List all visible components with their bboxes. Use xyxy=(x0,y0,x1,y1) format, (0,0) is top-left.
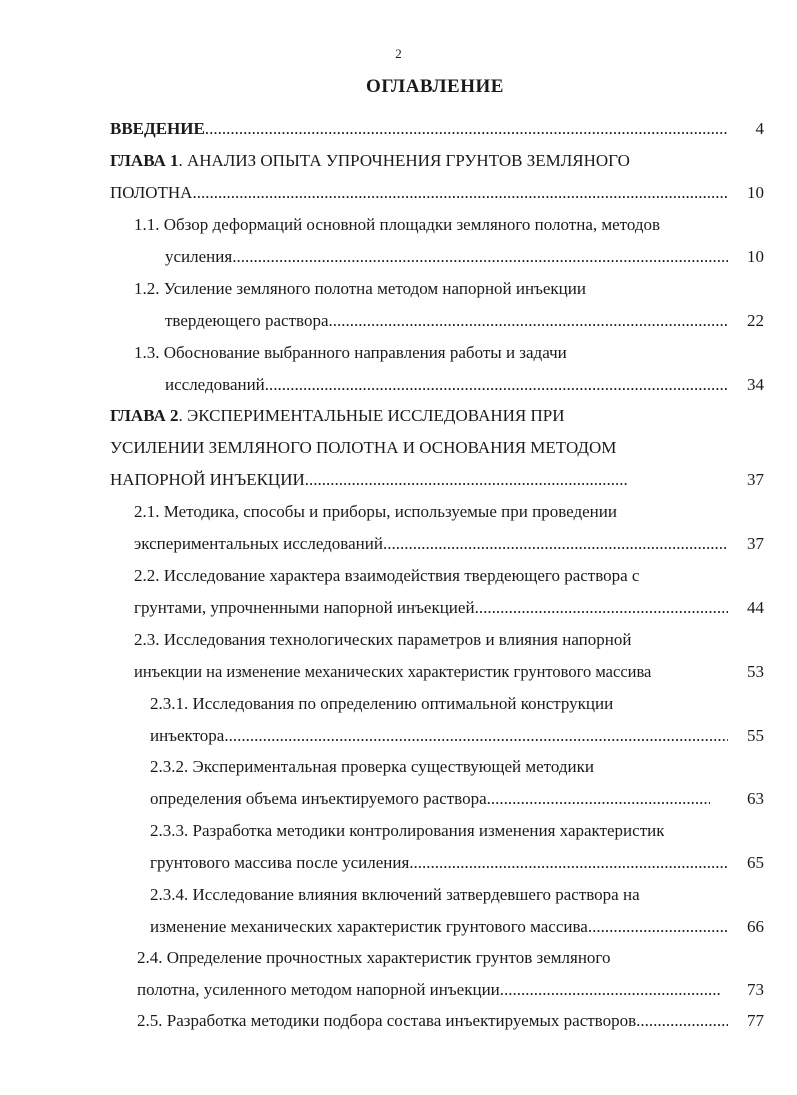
toc-page-number: 65 xyxy=(747,853,764,872)
toc-entry-label: усиления xyxy=(165,247,233,266)
toc-section-2-3-3-title[interactable]: 2.3.3. Разработка методики контролирования изменения характеристик xyxy=(150,821,665,840)
dot-leader xyxy=(265,373,728,397)
chapter-title-text: . ЭКСПЕРИМЕНТАЛЬНЫЕ ИССЛЕДОВАНИЯ ПРИ xyxy=(178,406,565,425)
toc-page-number: 53 xyxy=(747,662,764,681)
toc-entry-label: твердеющего раствора xyxy=(165,311,329,330)
toc-section-2-3-1-title[interactable]: 2.3.1. Исследования по определению оптимальной конструкции xyxy=(150,694,614,713)
toc-entry-section-2-2[interactable] xyxy=(134,596,728,620)
toc-entry-label: инъектора xyxy=(150,726,225,745)
toc-entry-section-2-3-4[interactable] xyxy=(150,915,728,939)
toc-entry-section-2-3-1[interactable] xyxy=(150,724,728,748)
toc-entry-section-2-3-3[interactable] xyxy=(150,851,728,875)
dot-leader xyxy=(588,915,728,939)
toc-entry-section-2-3-2[interactable] xyxy=(150,787,710,811)
toc-entry-label: исследований xyxy=(165,375,265,394)
toc-section-1-3-title[interactable]: 1.3. Обоснование выбранного направления работы и задачи xyxy=(134,343,567,362)
dot-leader xyxy=(475,596,728,620)
toc-entry-section-1-1[interactable] xyxy=(165,245,728,269)
toc-entry-label: ПОЛОТНА xyxy=(110,183,193,202)
toc-entry-label: ВВЕДЕНИЕ xyxy=(110,119,205,138)
dot-leader xyxy=(232,245,728,269)
chapter-prefix: ГЛАВА 1 xyxy=(110,151,179,170)
toc-page-number: 66 xyxy=(747,917,764,936)
chapter-title-text: . АНАЛИЗ ОПЫТА УПРОЧНЕНИЯ ГРУНТОВ ЗЕМЛЯНОГО xyxy=(178,151,630,170)
dot-leader xyxy=(500,978,720,1002)
toc-entry-chapter-2[interactable] xyxy=(110,468,628,492)
toc-page-number: 37 xyxy=(747,470,764,489)
toc-entry-section-2-3[interactable]: инъекции на изменение механических характеристик грунтового массива xyxy=(134,662,652,681)
toc-entry-section-2-1[interactable] xyxy=(134,532,728,556)
toc-page-number: 55 xyxy=(747,726,764,745)
toc-page-number: 22 xyxy=(747,311,764,330)
toc-section-2-1-title[interactable]: 2.1. Методика, способы и приборы, используемые при проведении xyxy=(134,502,617,521)
toc-entry-section-1-2[interactable] xyxy=(165,309,728,333)
toc-entry-section-2-4[interactable] xyxy=(137,978,720,1002)
toc-section-2-3-4-title[interactable]: 2.3.4. Исследование влияния включений затвердевшего раствора на xyxy=(150,885,640,904)
toc-section-2-2-title[interactable]: 2.2. Исследование характера взаимодействия твердеющего раствора с xyxy=(134,566,640,585)
toc-entry-section-2-5[interactable] xyxy=(137,1009,728,1033)
toc-entry-label: полотна, усиленного методом напорной инъекции xyxy=(137,980,500,999)
toc-page-number: 73 xyxy=(747,980,764,999)
toc-entry-label: изменение механических характеристик грунтового массива xyxy=(150,917,588,936)
dot-leader xyxy=(487,787,710,811)
toc-entry-label: экспериментальных исследований xyxy=(134,534,383,553)
dot-leader xyxy=(328,309,728,333)
toc-entry-label: НАПОРНОЙ ИНЪЕКЦИИ xyxy=(110,470,305,489)
toc-section-2-4-title[interactable]: 2.4. Определение прочностных характеристик грунтов земляного xyxy=(137,948,611,967)
dot-leader xyxy=(224,724,728,748)
chapter-prefix: ГЛАВА 2 xyxy=(110,406,179,425)
toc-entry-label: грунтами, упрочненными напорной инъекцией xyxy=(134,598,475,617)
toc-page-number: 63 xyxy=(747,789,764,808)
toc-chapter-2-title-continued[interactable]: УСИЛЕНИИ ЗЕМЛЯНОГО ПОЛОТНА И ОСНОВАНИЯ МЕТОДОМ xyxy=(110,438,617,457)
page-number: 2 xyxy=(395,46,402,61)
dot-leader xyxy=(305,468,628,492)
dot-leader xyxy=(409,851,728,875)
toc-entry-label: определения объема инъектируемого раствора xyxy=(150,789,487,808)
toc-page-number: 77 xyxy=(747,1011,764,1030)
toc-entry-label: 2.5. Разработка методики подбора состава инъектируемых растворов xyxy=(137,1011,637,1030)
page-title: ОГЛАВЛЕНИЕ xyxy=(366,76,504,97)
toc-page-number: 4 xyxy=(755,119,764,138)
toc-chapter-2-title[interactable] xyxy=(110,404,565,428)
dot-leader xyxy=(383,532,728,556)
dot-leader xyxy=(636,1009,728,1033)
toc-section-2-3-2-title[interactable]: 2.3.2. Экспериментальная проверка существующей методики xyxy=(150,757,595,776)
dot-leader xyxy=(205,117,728,141)
toc-page-number: 44 xyxy=(747,598,764,617)
toc-section-1-1-title[interactable]: 1.1. Обзор деформаций основной площадки земляного полотна, методов xyxy=(134,215,661,234)
toc-entry-chapter-1[interactable] xyxy=(110,181,728,205)
toc-chapter-1-title[interactable] xyxy=(110,149,630,173)
toc-page-number: 10 xyxy=(747,183,764,202)
toc-page-number: 34 xyxy=(747,375,764,394)
toc-page-number: 37 xyxy=(747,534,764,553)
toc-entry-section-1-3[interactable] xyxy=(165,373,728,397)
toc-section-2-3-title[interactable]: 2.3. Исследования технологических параметров и влияния напорной xyxy=(134,630,632,649)
dot-leader xyxy=(192,181,728,205)
toc-page-number: 10 xyxy=(747,247,764,266)
toc-section-1-2-title[interactable]: 1.2. Усиление земляного полотна методом напорной инъекции xyxy=(134,279,586,298)
toc-entry-intro[interactable] xyxy=(110,117,728,141)
toc-entry-label: грунтового массива после усиления xyxy=(150,853,410,872)
